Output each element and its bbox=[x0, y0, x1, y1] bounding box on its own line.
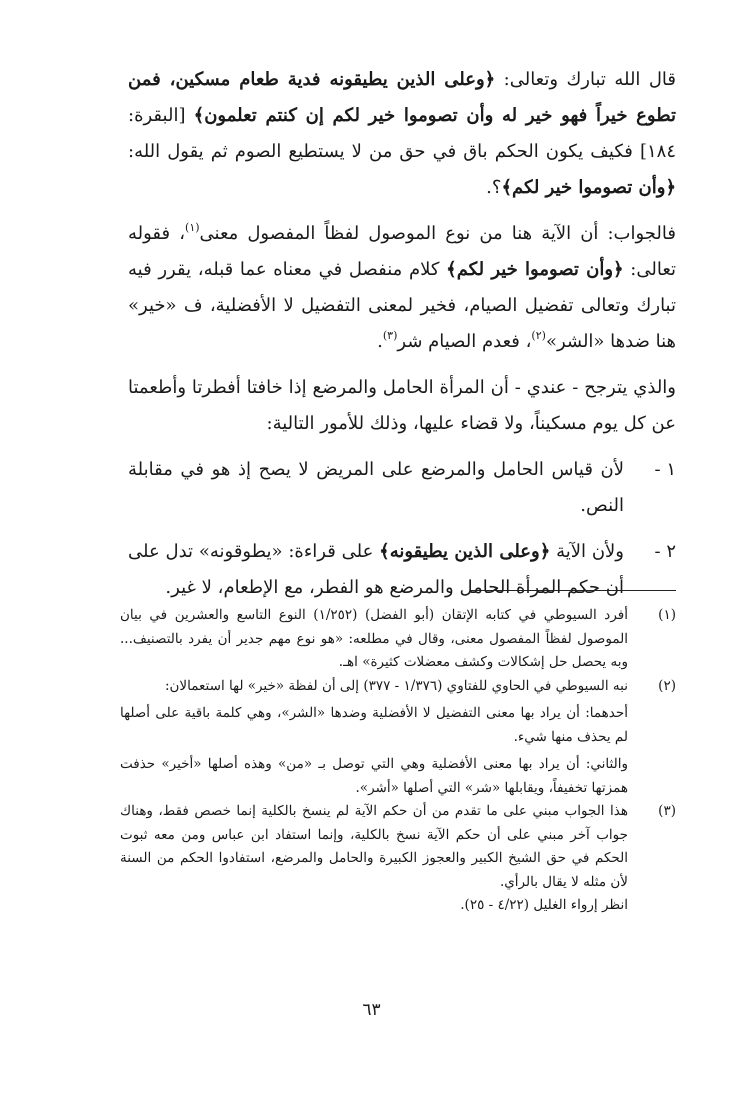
footnote-paragraph: نبه السيوطي في الحاوي للفتاوي (١/٣٧٦ - ٣٧٧) إلى أن لفظة «خير» لها استعمالان: bbox=[164, 677, 628, 694]
list-item-1 bbox=[128, 452, 676, 524]
footnote-text bbox=[120, 675, 628, 801]
paragraph-question bbox=[128, 62, 676, 206]
text-run: ؟. bbox=[486, 177, 502, 198]
quran-quote: ﴿وأن تصوموا خير لكم﴾ bbox=[446, 259, 624, 280]
list-item-text bbox=[128, 534, 624, 606]
text-run: فالجواب: أن الآية هنا من نوع الموصول لفظاً المفصول معنى bbox=[199, 223, 676, 244]
footnote-paragraph: أحدهما: أن يراد بها معنى التفضيل لا الأفضلية وضدها «الشر»، وهي كلمة باقية على أصلها لم يحذف منها شيء. bbox=[120, 705, 628, 745]
paragraph-preferred-view: والذي يترجح - عندي - أن المرأة الحامل والمرضع إذا خافتا أفطرتا وأطعمتا عن كل يوم مسكيناً، ولا قضاء عليها، وذلك للأمور التالية: bbox=[128, 377, 676, 434]
footnote-3 bbox=[120, 800, 676, 918]
quran-quote: ﴿وأن تصوموا خير لكم﴾ bbox=[501, 177, 676, 198]
text-run: [البقرة: ١٨٤] فكيف يكون الحكم باق في حق من لا يستطيع الصوم ثم يقول الله: bbox=[128, 105, 676, 162]
footnotes bbox=[120, 604, 676, 918]
text-run: . bbox=[377, 331, 383, 352]
footnote-number: (١) bbox=[658, 607, 676, 623]
footnote-1 bbox=[120, 604, 676, 675]
footnote-ref-2[interactable]: (٢) bbox=[531, 329, 546, 342]
footnote-paragraph: أفرد السيوطي في كتابه الإتقان (أبو الفضل) (١/٢٥٢) النوع التاسع والعشرين في بيان الموصول لفظاً المفصول معنى، وقال في مطلعه: «هو نوع مهم جدير أن يفرد بالتصنيف... وبه يحصل حل إشكالات وكشف معضلات كثيرة» اهـ. bbox=[120, 607, 628, 670]
footnote-ref-3[interactable]: (٣) bbox=[382, 329, 398, 342]
main-text bbox=[128, 62, 676, 606]
footnote-number: (٣) bbox=[658, 803, 676, 819]
footnote-text bbox=[120, 800, 628, 918]
list-item-number: ٢ - bbox=[654, 541, 676, 562]
footnote-paragraph: انظر إرواء الغليل (٤/٢٢ - ٢٥). bbox=[460, 897, 628, 913]
footnote-paragraph: والثاني: أن يراد بها معنى الأفضلية وهي التي توصل بـ «من» وهذه أصلها «أخير» حذفت همزتها تخفيفاً، ويقابلها «شر» التي أصلها «أشر». bbox=[120, 756, 628, 796]
list-item-text: لأن قياس الحامل والمرضع على المريض لا يصح إذ هو في مقابلة النص. bbox=[128, 459, 624, 516]
footnote-divider bbox=[470, 590, 676, 591]
list-item-2 bbox=[128, 534, 676, 606]
footnote-number: (٢) bbox=[658, 677, 676, 694]
footnote-ref-1[interactable]: (١) bbox=[185, 221, 200, 234]
quran-quote: ﴿وعلى الذين يطيقونه فدية طعام مسكين، فمن تطوع خيراً فهو خير له وأن تصوموا خير لكم إن كنتم تعلمون﴾ bbox=[128, 69, 676, 126]
text-run: قال الله تبارك وتعالى: bbox=[495, 69, 677, 90]
footnote-2 bbox=[120, 675, 676, 801]
text-run: كلام منفصل في معناه عما قبله، يقرر فيه تبارك وتعالى تفضيل الصيام، فخير لمعنى التفضيل لا الأفضلية، ف «خير» هنا ضدها «الشر» bbox=[128, 259, 676, 352]
footnote-paragraph: هذا الجواب مبني على ما تقدم من أن حكم الآية لم ينسخ بالكلية إنما خصص فقط، وهناك جواب آخر مبني على أن حكم الآية نسخ بالكلية، وإنما استفاد ابن عباس ومن معه ثبوت الحكم في حق الشيخ الكبير والعجوز الكبيرة والحامل والمرضع، استفادوا الحكم من السنة لأن مثله لا يقال بالرأي. bbox=[120, 803, 628, 890]
footnote-text bbox=[120, 604, 628, 675]
text-run: ، فقوله تعالى: bbox=[128, 223, 677, 280]
text-run: على قراءة: «يطوقونه» تدل على أن حكم المرأة الحامل والمرضع هو الفطر، مع الإطعام، لا غير. bbox=[128, 541, 624, 598]
list-item-number: ١ - bbox=[654, 459, 676, 480]
text-run: ، فعدم الصيام شر bbox=[397, 331, 532, 352]
paragraph-answer bbox=[128, 216, 676, 360]
text-run: ولأن الآية bbox=[550, 541, 625, 562]
quran-quote: ﴿وعلى الذين يطيقونه﴾ bbox=[379, 541, 551, 562]
page-number: ٦٣ bbox=[362, 1000, 381, 1020]
